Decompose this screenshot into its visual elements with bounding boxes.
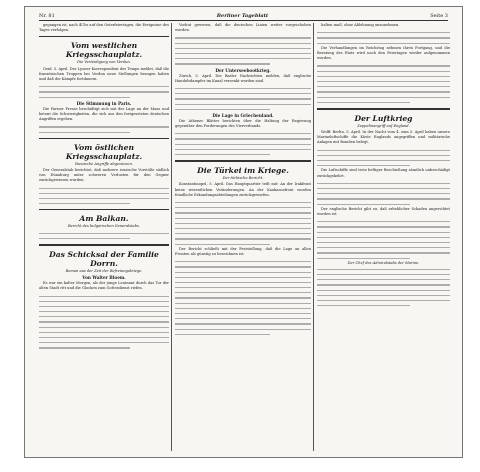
article-text: Der englische Bericht gibt zu, daß erheblicher Schaden angerichtet worden ist. xyxy=(317,206,450,216)
article-signature: Der Chef des Admiralstabs der Marine. xyxy=(347,260,420,265)
section-subheading: Der türkische Bericht. xyxy=(222,176,264,181)
article-text: Der Generalstab berichtet, daß mehrere russische Vorstöße südlich von Dünaburg unter schweren Verlusten für den Gegner zurückgewiesen wurden. xyxy=(39,167,169,183)
divider xyxy=(39,36,169,37)
section-heading: Die Türkei im Kriege. xyxy=(197,166,289,176)
column-3 xyxy=(317,23,450,451)
article-text: Die Athener Blätter berichten über die Haltung der Regierung gegenüber den Forderungen des Vierverbands. xyxy=(175,118,311,129)
divider xyxy=(39,244,169,246)
column-divider xyxy=(313,23,314,451)
divider xyxy=(317,108,450,110)
column-2 xyxy=(175,23,311,451)
article-heading: Die Stimmung in Paris. xyxy=(76,100,132,106)
article-text: Vorhut gewesen, daß die deutschen Linien weiter vorgeschoben wurden. xyxy=(175,23,311,33)
article-text: Die Luftschiffe sind trotz heftiger Beschießung sämtlich unbeschädigt zurückgekehrt. xyxy=(317,168,450,178)
section-heading: Der Luftkrieg xyxy=(354,113,413,123)
feuilleton-subheading: Roman aus der Zeit der Befreiungskriege. xyxy=(65,268,143,273)
section-subheading: Die Verteidigung von Verdun. xyxy=(77,60,131,65)
section-subheading: Zeppelinangriff auf England. xyxy=(357,123,410,128)
newspaper-title: Berliner Tageblatt xyxy=(216,12,269,19)
article-text: Die Verhandlungen im Reichstag nehmen ihren Fortgang, und die Beratung des Etats wird nach den Feiertagen wieder aufgenommen werden. xyxy=(317,45,450,61)
article-text: Zürich, 5. April. Die Basler Nachrichten melden, daß englische Handelsdampfer im Kanal versenkt worden sind. xyxy=(175,73,311,83)
column-1 xyxy=(39,23,169,451)
article-text: Genf, 5. April. Der Lyoner Korrespondent des Temps meldet, daß die französischen Truppen bei Verdun neue Stellungen bezogen haben und daß die Kämpfe fortdauern. xyxy=(39,66,169,82)
section-subheading: Bericht des bulgarischen Generalstabs. xyxy=(68,224,140,229)
article-text: halten muß, ohne Ablehnung anzunehmen. xyxy=(321,23,400,27)
article-heading: Die Lage in Griechenland. xyxy=(212,112,274,118)
article-text: Der Bericht schließt mit der Feststellung, daß die Lage an allen Fronten als günstig zu bezeichnen ist. xyxy=(175,246,311,256)
article-text: Die Pariser Presse beschäftigt sich mit der Lage an der Maas und betont die Schwierigkeiten, die sich aus den fortgesetzten deutschen Angriffen ergeben. xyxy=(39,106,169,122)
section-heading: Vom westlichen Kriegsschauplatz. xyxy=(65,41,143,60)
article-text: Wolff. Berlin, 5. April. In der Nacht vom 4. zum 5. April haben unsere Marineluftschiffe die Küste Englands angegriffen und militärische Anlagen mit Bomben belegt. xyxy=(317,130,450,145)
page-number: Seite 3 xyxy=(430,12,448,19)
section-heading: Am Balkan. xyxy=(79,214,129,224)
section-heading: Vom östlichen Kriegsschauplatz. xyxy=(65,142,143,161)
feuilleton-heading: Das Schicksal der Familie Dorrn. xyxy=(49,249,159,268)
issue-number: Nr. 81 xyxy=(39,12,55,19)
newspaper-page xyxy=(24,6,463,458)
feuilleton-author: Von Walter Bloem. xyxy=(82,275,126,281)
article-heading: Der Unterseebootkrieg. xyxy=(215,67,271,73)
article-text: Es war ein kalter Morgen, als der junge Leutnant durch das Tor der alten Stadt ritt und die Glocken zum Gottesdienst riefen. xyxy=(39,281,169,291)
divider xyxy=(39,138,169,139)
section-subheading: Russische Angriffe abgewiesen. xyxy=(75,161,133,166)
page-header xyxy=(39,11,448,21)
article-text: Konstantinopel, 5. April. Das Hauptquartier teilt mit: An der Irakfront keine wesentlichen Veränderungen. An der Kaukasusfront wurden feindliche Erkundungsabteilungen zurückgeworfen. xyxy=(175,182,311,197)
divider xyxy=(175,160,311,162)
article-text: gegangen ist, nach 4Uhr auf den Osterfeiertagen, die Ereignisse des Tages verfolgen. xyxy=(39,23,169,33)
divider xyxy=(39,209,169,210)
column-divider xyxy=(171,23,172,451)
